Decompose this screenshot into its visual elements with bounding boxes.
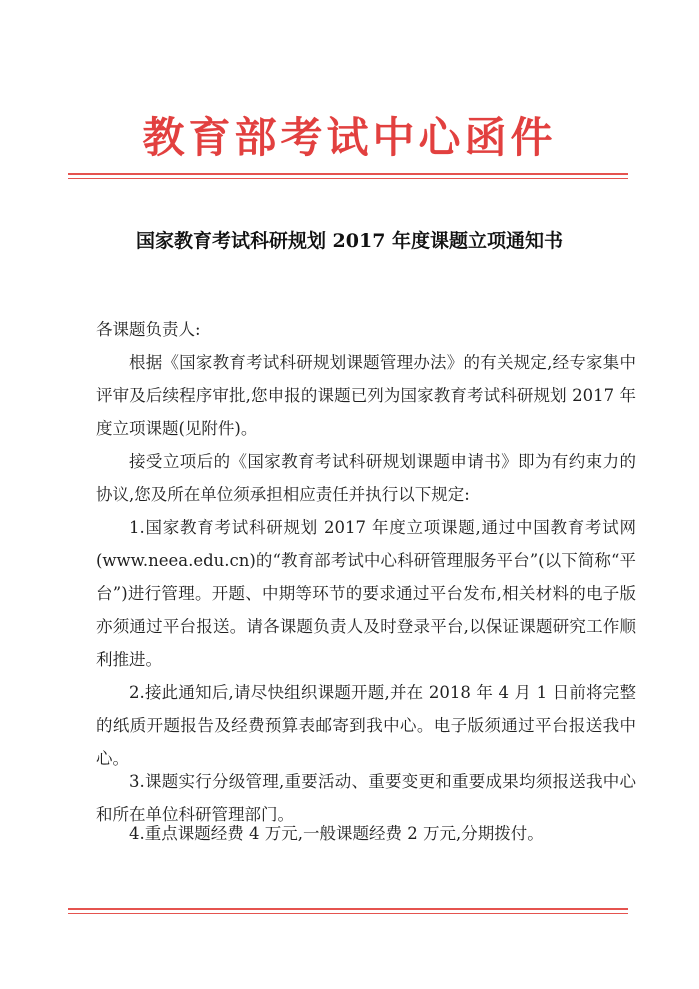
letterhead-title: 教育部考试中心函件 — [142, 113, 557, 162]
paragraph-rule-4: 4.重点课题经费 4 万元,一般课题经费 2 万元,分期拨付。 — [129, 824, 544, 843]
document-title: 国家教育考试科研规划 2017 年度课题立项通知书 — [135, 230, 564, 252]
footer-divider — [68, 908, 628, 914]
paragraph-agreement: 接受立项后的《国家教育考试科研规划课题申请书》即为有约束力的协议,您及所在单位须承担相应责任并执行以下规定: — [96, 452, 636, 504]
letterhead-divider — [68, 173, 628, 179]
paragraph-rule-2: 2.接此通知后,请尽快组织课题开题,并在 2018 年 4 月 1 日前将完整的纸质开题报告及经费预算表邮寄到我中心。电子版须通过平台报送我中心。 — [96, 683, 636, 768]
paragraph-rule-3: 3.课题实行分级管理,重要活动、重要变更和重要成果均须报送我中心和所在单位科研管理部门。 — [96, 772, 636, 824]
paragraph-rule-1: 1.国家教育考试科研规划 2017 年度立项课题,通过中国教育考试网(www.neea.edu.cn)的“教育部考试中心科研管理服务平台”(以下简称“平台”)进行管理。开题、中期等环节的要求通过平台发布,相关材料的电子版亦须通过平台报送。请各课题负责人及时登录平台,以保证课题研究工作顺利推进。 — [96, 518, 636, 669]
paragraph-intro: 根据《国家教育考试科研规划课题管理办法》的有关规定,经专家集中评审及后续程序审批,您申报的课题已列为国家教育考试科研规划 2017 年度立项课题(见附件)。 — [96, 353, 636, 438]
salutation: 各课题负责人: — [96, 320, 201, 339]
